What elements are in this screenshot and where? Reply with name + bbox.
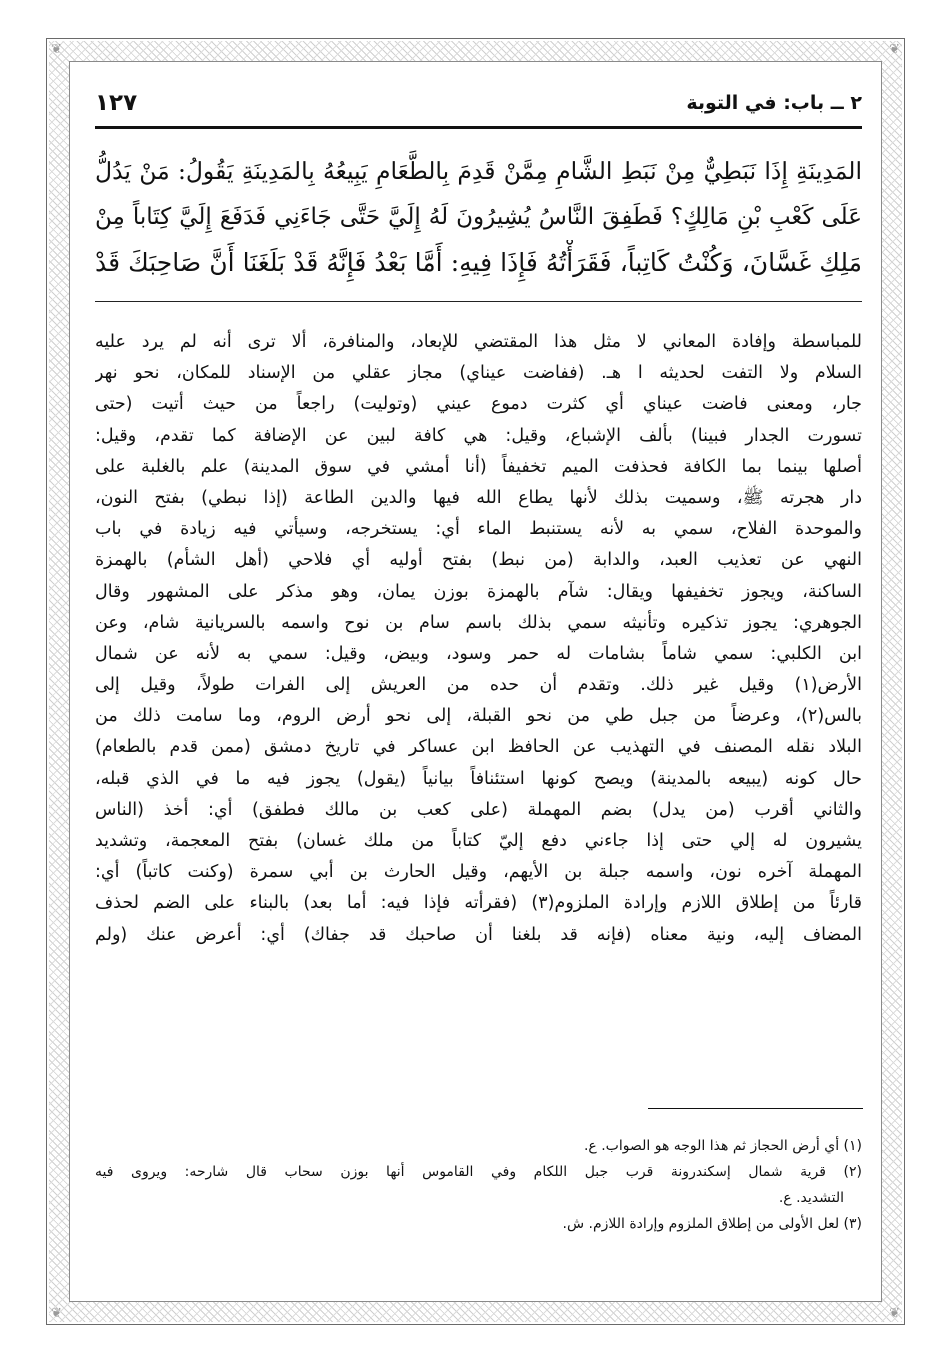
commentary-line: الجوهري: يجوز تذكيره وتأنيثه سمي بذلك باسم سام بن نوح واسمه بالسريانية شام، وعن	[95, 612, 862, 633]
corner-ornament-icon: ❦	[51, 1306, 62, 1321]
commentary-line: يشيرون له إلي حتى إذا جاءني دفع إليّ كتاباً من ملك غسان) بفتح المعجمة، وتشديد	[95, 831, 862, 851]
commentary-line: المهملة آخره نون، واسمه جبلة بن الأيهم، وقيل الحارث بن أبي سمرة (وكنت كاتباً) أي:	[95, 862, 862, 883]
header-divider	[95, 126, 862, 129]
footnote-continuation: التشديد. ع.	[778, 1190, 844, 1206]
corner-ornament-icon: ❦	[889, 42, 900, 57]
commentary-line: المضاف إليه، ونية معناه (فإنه قد بلغنا أن صاحبك قد جفاك) أي: أعرض عنك (ولم	[95, 924, 862, 945]
commentary-line: قارئاً من إطلاق اللازم وإرادة الملزوم(٣) (فقرأته فإذا فيه: أما بعد) بالبناء على الضم لحذف	[95, 893, 862, 914]
footnote: (١) أي أرض الحجاز ثم هذا الوجه هو الصواب. ع.	[583, 1138, 862, 1154]
commentary-line: أصلها بينما بما الكافة فحذفت الميم تخفيفاً (أنا أمشي في سوق المدينة) علم بالغلبة على	[95, 456, 862, 477]
hadith-text	[95, 148, 862, 286]
hadith-line: المَدِينَةِ إِذَا نَبَطِيٌّ مِنْ نَبَطِ الشَّامِ مِمَّنْ قَدِمَ بِالطَّعَامِ يَبِيعُهُ بِالمَدِينَةِ يَقُولُ: مَنْ يَدُلُّ	[95, 157, 862, 185]
commentary-line: بالس(٢)، وعرضاً من جبل طي من نحو القبلة، إلى نحو أرض الروم، وما سامت ذلك من	[95, 706, 862, 727]
commentary-line: النهي عن تعذيب العبد، والدابة (من نبط) بفتح أوليه أي فلاحي (أهل الشأم) بالهمزة	[95, 550, 862, 571]
commentary-line: ابن الكلبي: سمي شاماً بشامات له حمر وسود، وبيض، وقيل: سمي به لأنه عن شمال	[95, 643, 862, 664]
page-header	[95, 90, 862, 124]
hadith-divider	[95, 301, 862, 302]
commentary-text	[95, 327, 862, 951]
commentary-line: للمباسطة وإفادة المعاني لا مثل هذا المقتضي للإبعاد، والمنافرة، ألا ترى أنه لم يرد عليه	[95, 332, 862, 352]
page-number: ١٢٧	[95, 90, 138, 116]
footnote: (٢) قرية شمال إسكندرونة قرب جبل اللكام وفي القاموس أنها بوزن سحاب قال شارحه: ويروى فيه	[95, 1164, 862, 1180]
footnote-divider	[648, 1108, 863, 1109]
commentary-line: تسورت الجدار فبينا) بألف الإشباع، وقيل: هي كافة لبين عن الإضافة كما تقدم، وقيل:	[95, 425, 862, 446]
commentary-line: الأرض(١) وقيل غير ذلك. وتقدم أن حده من العريش إلى الفرات طولاً، وقيل إلى	[95, 675, 862, 696]
commentary-line: جار، ومعنى فاضت عيناي أي كثرت دموع عيني (وتوليت) راجعاً من حيث أتيت (حتى	[95, 394, 862, 415]
corner-ornament-icon: ❦	[51, 42, 62, 57]
footnotes	[95, 1133, 862, 1237]
hadith-line: عَلَى كَعْبِ بْنِ مَالِكٍ؟ فَطَفِقَ النَّاسُ يُشِيرُونَ لَهُ إِلَيَّ حَتَّى جَاءَنِي فَدَفَعَ إِلَيَّ كِتَاباً مِنْ	[95, 204, 862, 230]
corner-ornament-icon: ❦	[889, 1306, 900, 1321]
hadith-line: مَلِكِ غَسَّانَ، وَكُنْتُ كَاتِباً، فَقَرَأْتُهُ فَإِذَا فِيهِ: أَمَّا بَعْدُ فَإِنَّهُ قَدْ بَلَغَنَا أَنَّ صَاحِبَكَ قَدْ	[95, 248, 862, 277]
chapter-title: ٢ ــ باب: في التوبة	[686, 92, 862, 114]
commentary-line: والموحدة الفلاح، سمي به لأنه يستنبط الماء أي: يستخرجه، وسيأتي فيه زيادة في باب	[95, 519, 862, 540]
footnote: (٣) لعل الأولى من إطلاق الملزوم وإرادة اللازم. ش.	[562, 1216, 862, 1232]
commentary-line: البلاد نقله المصنف في التهذيب عن الحافظ ابن عساكر في تاريخ دمشق (ممن قدم بالطعام)	[95, 737, 862, 758]
commentary-line: السلام ولا التفت لحديثه ا هـ. (ففاضت عيناي) مجاز عقلي من الإسناد للمكان، نحو نهر	[95, 363, 862, 384]
commentary-line: دار هجرته ﷺ، وسميت بذلك لأنها يطاع الله فيها والدين الطاعة (إذا نبطي) بفتح النون،	[95, 487, 862, 508]
commentary-line: الساكنة، ويجوز تخفيفها ويقال: شآم بالهمزة بوزن يمان، وهو مذكر على المشهور وقال	[95, 581, 862, 602]
commentary-line: والثاني أقرب (من يدل) بضم المهملة (على كعب بن مالك فطفق) أي: أخذ (الناس	[95, 799, 862, 820]
commentary-line: حال كونه (يبيعه بالمدينة) ويصح كونها استئنافاً بيانياً (يقول) يجوز فيه ما في الذي قبله،	[95, 768, 862, 789]
